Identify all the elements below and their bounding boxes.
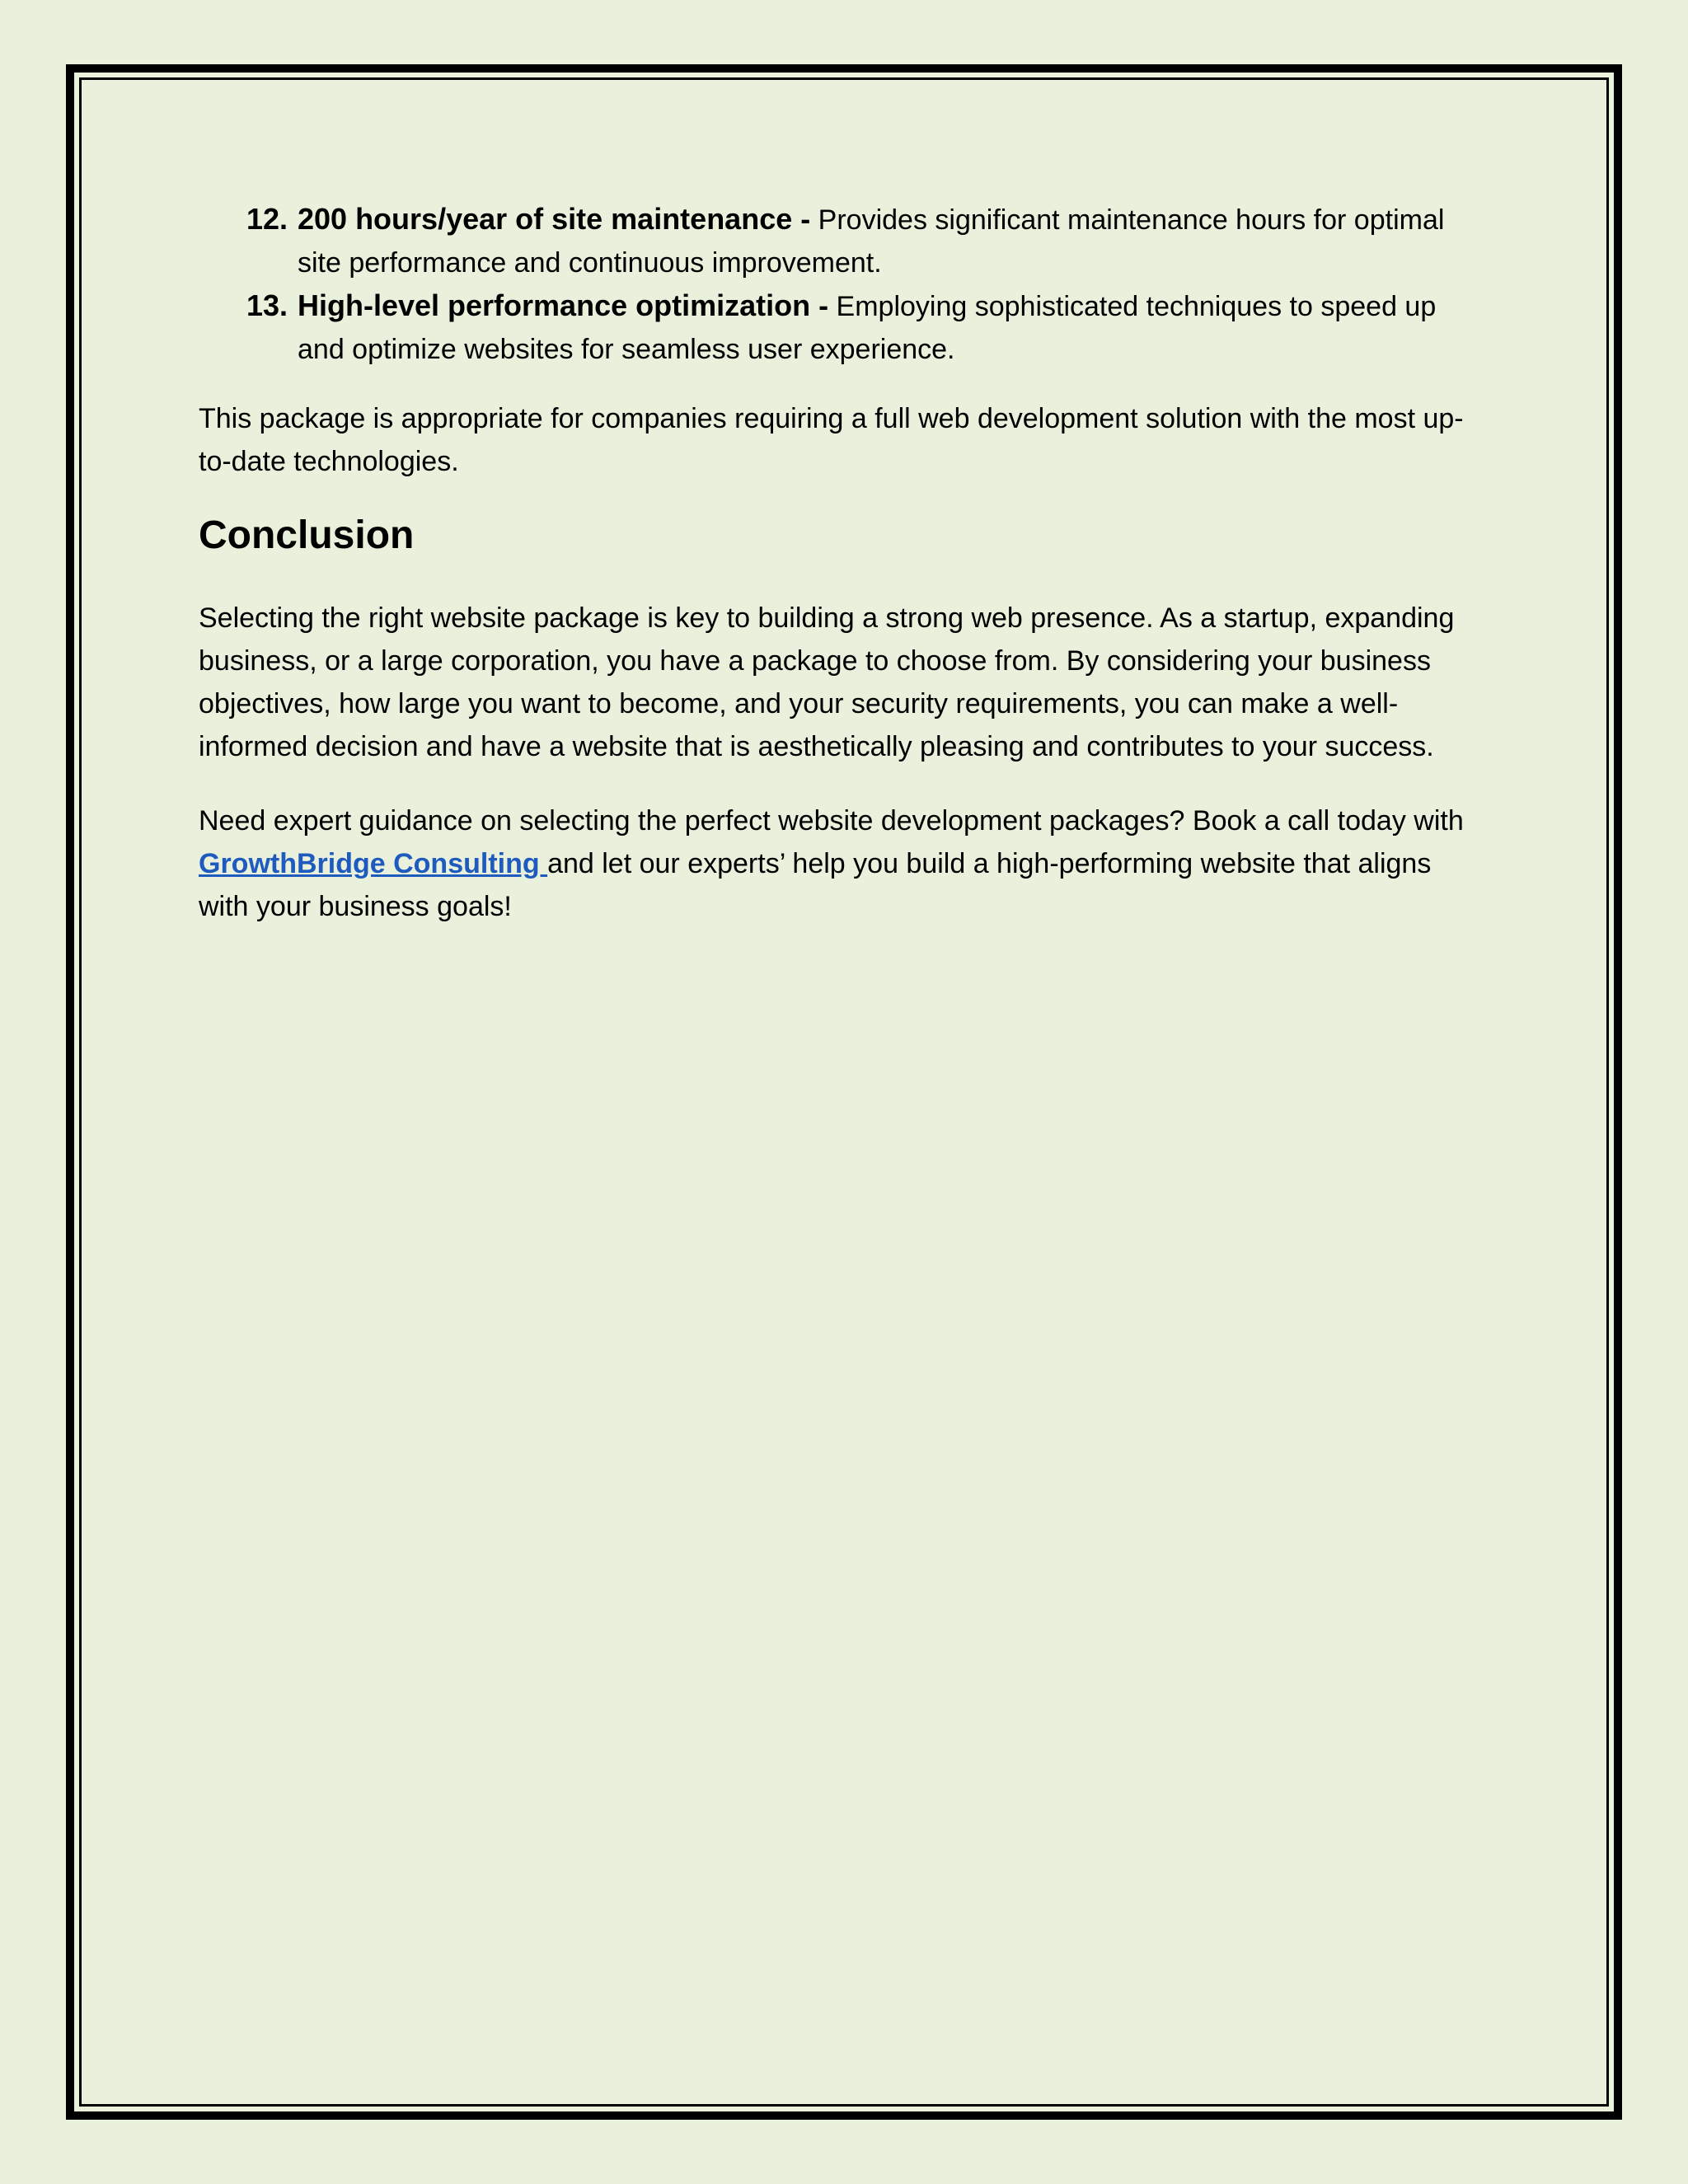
package-summary: This package is appropriate for companies requiring a full web development solution with the most up-to-date technologies. [199,403,1464,477]
feature-list [199,198,1484,371]
list-item-description: Provides significant maintenance hours for optimal site performance and continuous improvement. [298,204,1445,279]
cta-text-before: Need expert guidance on selecting the perfect website development packages? Book a call today with [199,805,1464,837]
call-to-action-paragraph [199,799,1484,928]
list-item [199,198,1484,284]
conclusion-heading: Conclusion [199,513,415,557]
growthbridge-consulting-link[interactable]: GrowthBridge Consulting [199,848,548,879]
list-item [199,284,1484,371]
list-item-number: 12. [246,202,288,236]
list-item-description: Employing sophisticated techniques to speed up and optimize websites for seamless user experience. [298,291,1437,365]
document-body [199,198,1484,928]
list-item-title: 200 hours/year of site maintenance - [298,202,811,236]
conclusion-paragraph: Selecting the right website package is key to building a strong web presence. As a startup, expanding business, or a large corporation, you have a package to choose from. By considering your business objectives, how large you want to become, and your security requirements, you can make a well-informed decision and have a website that is aesthetically pleasing and contributes to your success. [199,602,1455,762]
list-item-title: High-level performance optimization - [298,288,829,322]
cta-text-after: and let our experts’ help you build a high-performing website that aligns with your business goals! [199,848,1432,922]
list-item-number: 13. [246,288,288,322]
